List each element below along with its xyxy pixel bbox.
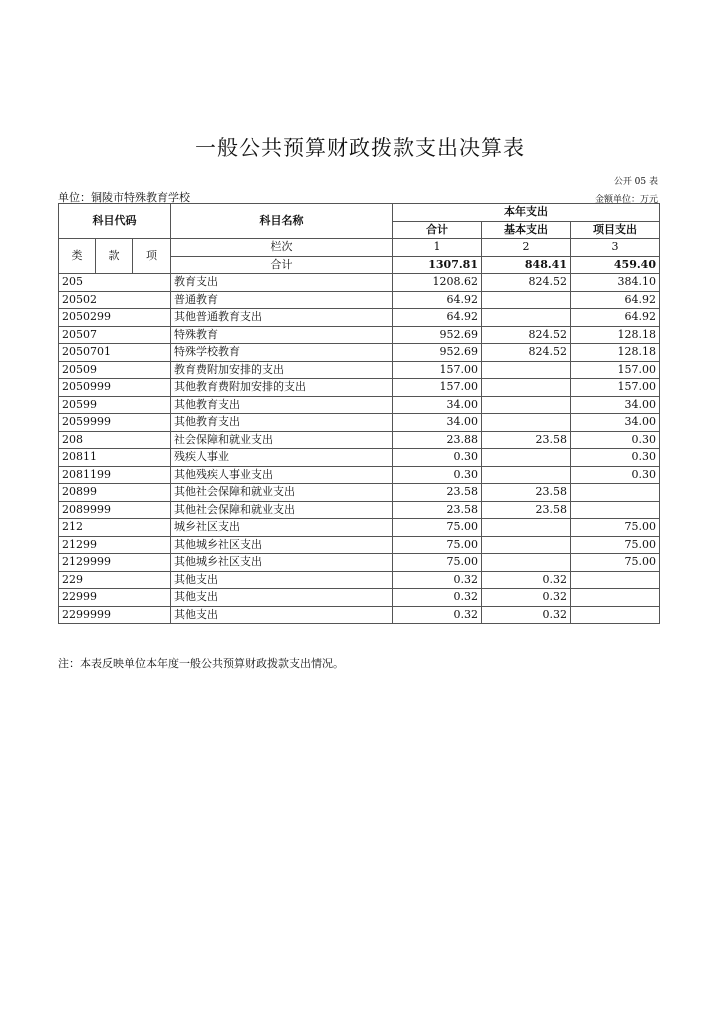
row-basic <box>482 396 571 414</box>
row-project: 75.00 <box>571 536 660 554</box>
row-name: 特殊学校教育 <box>171 344 393 362</box>
row-project: 128.18 <box>571 344 660 362</box>
amount-unit: 金额单位：万元 <box>594 195 658 205</box>
row-total: 34.00 <box>393 414 482 432</box>
row-project: 0.30 <box>571 449 660 467</box>
table-row <box>59 309 660 327</box>
row-name: 普通教育 <box>171 291 393 309</box>
row-total: 157.00 <box>393 361 482 379</box>
row-name: 其他城乡社区支出 <box>171 554 393 572</box>
row-project: 64.92 <box>571 291 660 309</box>
row-name: 教育费附加安排的支出 <box>171 361 393 379</box>
table-row <box>59 449 660 467</box>
row-basic <box>482 519 571 537</box>
row-name: 其他支出 <box>171 606 393 624</box>
row-total: 0.32 <box>393 606 482 624</box>
page-title: 一般公共预算财政拨款支出决算表 <box>195 136 525 160</box>
row-basic: 0.32 <box>482 571 571 589</box>
row-name: 其他普通教育支出 <box>171 309 393 327</box>
row-project: 0.30 <box>571 466 660 484</box>
header-col2: 2 <box>482 239 571 257</box>
row-basic: 0.32 <box>482 606 571 624</box>
row-code: 229 <box>59 571 171 589</box>
row-project <box>571 589 660 607</box>
row-basic <box>482 379 571 397</box>
sum-total: 1307.81 <box>393 256 482 274</box>
row-name: 其他支出 <box>171 589 393 607</box>
row-total: 34.00 <box>393 396 482 414</box>
sum-basic: 848.41 <box>482 256 571 274</box>
row-name: 其他教育支出 <box>171 396 393 414</box>
header-row-1 <box>59 204 660 222</box>
row-name: 其他残疾人事业支出 <box>171 466 393 484</box>
table-row <box>59 519 660 537</box>
row-code: 2050701 <box>59 344 171 362</box>
row-code: 2059999 <box>59 414 171 432</box>
row-code: 20502 <box>59 291 171 309</box>
row-basic <box>482 536 571 554</box>
row-total: 952.69 <box>393 326 482 344</box>
row-total: 952.69 <box>393 344 482 362</box>
row-basic <box>482 361 571 379</box>
row-total: 23.88 <box>393 431 482 449</box>
row-project <box>571 606 660 624</box>
row-name: 其他支出 <box>171 571 393 589</box>
row-name: 城乡社区支出 <box>171 519 393 537</box>
row-basic <box>482 449 571 467</box>
table-row <box>59 326 660 344</box>
row-name: 其他教育费附加安排的支出 <box>171 379 393 397</box>
expenditure-table <box>58 203 660 624</box>
row-basic <box>482 554 571 572</box>
header-row-3 <box>59 239 660 257</box>
row-project: 34.00 <box>571 414 660 432</box>
row-total: 75.00 <box>393 554 482 572</box>
row-code: 2050299 <box>59 309 171 327</box>
table-row <box>59 589 660 607</box>
row-basic: 824.52 <box>482 344 571 362</box>
header-lanci: 栏次 <box>171 239 393 257</box>
row-code: 2089999 <box>59 501 171 519</box>
row-name: 社会保障和就业支出 <box>171 431 393 449</box>
row-project: 34.00 <box>571 396 660 414</box>
row-code: 20899 <box>59 484 171 502</box>
table-row <box>59 344 660 362</box>
sum-label: 合计 <box>171 256 393 274</box>
row-basic <box>482 309 571 327</box>
row-total: 75.00 <box>393 519 482 537</box>
table-row <box>59 571 660 589</box>
row-project: 128.18 <box>571 326 660 344</box>
row-basic: 0.32 <box>482 589 571 607</box>
row-total: 0.32 <box>393 589 482 607</box>
table-row <box>59 554 660 572</box>
row-total: 75.00 <box>393 536 482 554</box>
row-name: 特殊教育 <box>171 326 393 344</box>
row-total: 1208.62 <box>393 274 482 292</box>
row-total: 23.58 <box>393 501 482 519</box>
header-col3: 3 <box>571 239 660 257</box>
row-name: 其他城乡社区支出 <box>171 536 393 554</box>
row-code: 20507 <box>59 326 171 344</box>
table-row <box>59 536 660 554</box>
header-xiang: 项 <box>133 239 171 274</box>
table-row <box>59 361 660 379</box>
table-row <box>59 606 660 624</box>
table-row <box>59 414 660 432</box>
row-basic: 824.52 <box>482 274 571 292</box>
form-number: 公开 05 表 <box>613 177 658 187</box>
table-row <box>59 396 660 414</box>
table-row <box>59 501 660 519</box>
header-code: 科目代码 <box>59 204 171 239</box>
row-basic: 824.52 <box>482 326 571 344</box>
row-basic: 23.58 <box>482 501 571 519</box>
row-project <box>571 484 660 502</box>
row-total: 23.58 <box>393 484 482 502</box>
sum-project: 459.40 <box>571 256 660 274</box>
header-lei: 类 <box>59 239 96 274</box>
table-row <box>59 431 660 449</box>
row-basic <box>482 466 571 484</box>
row-code: 21299 <box>59 536 171 554</box>
row-total: 64.92 <box>393 291 482 309</box>
row-code: 205 <box>59 274 171 292</box>
table-row <box>59 484 660 502</box>
header-col1: 1 <box>393 239 482 257</box>
row-project: 384.10 <box>571 274 660 292</box>
row-total: 0.30 <box>393 449 482 467</box>
table-row <box>59 291 660 309</box>
row-total: 157.00 <box>393 379 482 397</box>
row-name: 其他教育支出 <box>171 414 393 432</box>
row-total: 0.30 <box>393 466 482 484</box>
row-name: 其他社会保障和就业支出 <box>171 501 393 519</box>
header-project: 项目支出 <box>571 221 660 239</box>
row-code: 20509 <box>59 361 171 379</box>
header-total: 合计 <box>393 221 482 239</box>
row-name: 残疾人事业 <box>171 449 393 467</box>
row-project <box>571 571 660 589</box>
row-code: 2129999 <box>59 554 171 572</box>
row-project <box>571 501 660 519</box>
row-name: 教育支出 <box>171 274 393 292</box>
row-project: 157.00 <box>571 361 660 379</box>
row-total: 0.32 <box>393 571 482 589</box>
row-code: 2081199 <box>59 466 171 484</box>
row-project: 0.30 <box>571 431 660 449</box>
row-basic: 23.58 <box>482 484 571 502</box>
row-project: 75.00 <box>571 519 660 537</box>
table-note: 注：本表反映单位本年度一般公共预算财政拨款支出情况。 <box>58 657 344 670</box>
header-basic: 基本支出 <box>482 221 571 239</box>
header-this-year: 本年支出 <box>393 204 660 222</box>
row-code: 212 <box>59 519 171 537</box>
row-code: 2050999 <box>59 379 171 397</box>
row-name: 其他社会保障和就业支出 <box>171 484 393 502</box>
table-row <box>59 274 660 292</box>
row-total: 64.92 <box>393 309 482 327</box>
row-project: 75.00 <box>571 554 660 572</box>
row-basic: 23.58 <box>482 431 571 449</box>
row-code: 20811 <box>59 449 171 467</box>
row-code: 2299999 <box>59 606 171 624</box>
table-row <box>59 466 660 484</box>
header-kuan: 款 <box>96 239 133 274</box>
table-row <box>59 379 660 397</box>
row-project: 157.00 <box>571 379 660 397</box>
row-basic <box>482 414 571 432</box>
row-code: 22999 <box>59 589 171 607</box>
row-code: 20599 <box>59 396 171 414</box>
row-project: 64.92 <box>571 309 660 327</box>
row-code: 208 <box>59 431 171 449</box>
row-basic <box>482 291 571 309</box>
unit-name: 单位：铜陵市特殊教育学校 <box>58 191 190 204</box>
header-name: 科目名称 <box>171 204 393 239</box>
